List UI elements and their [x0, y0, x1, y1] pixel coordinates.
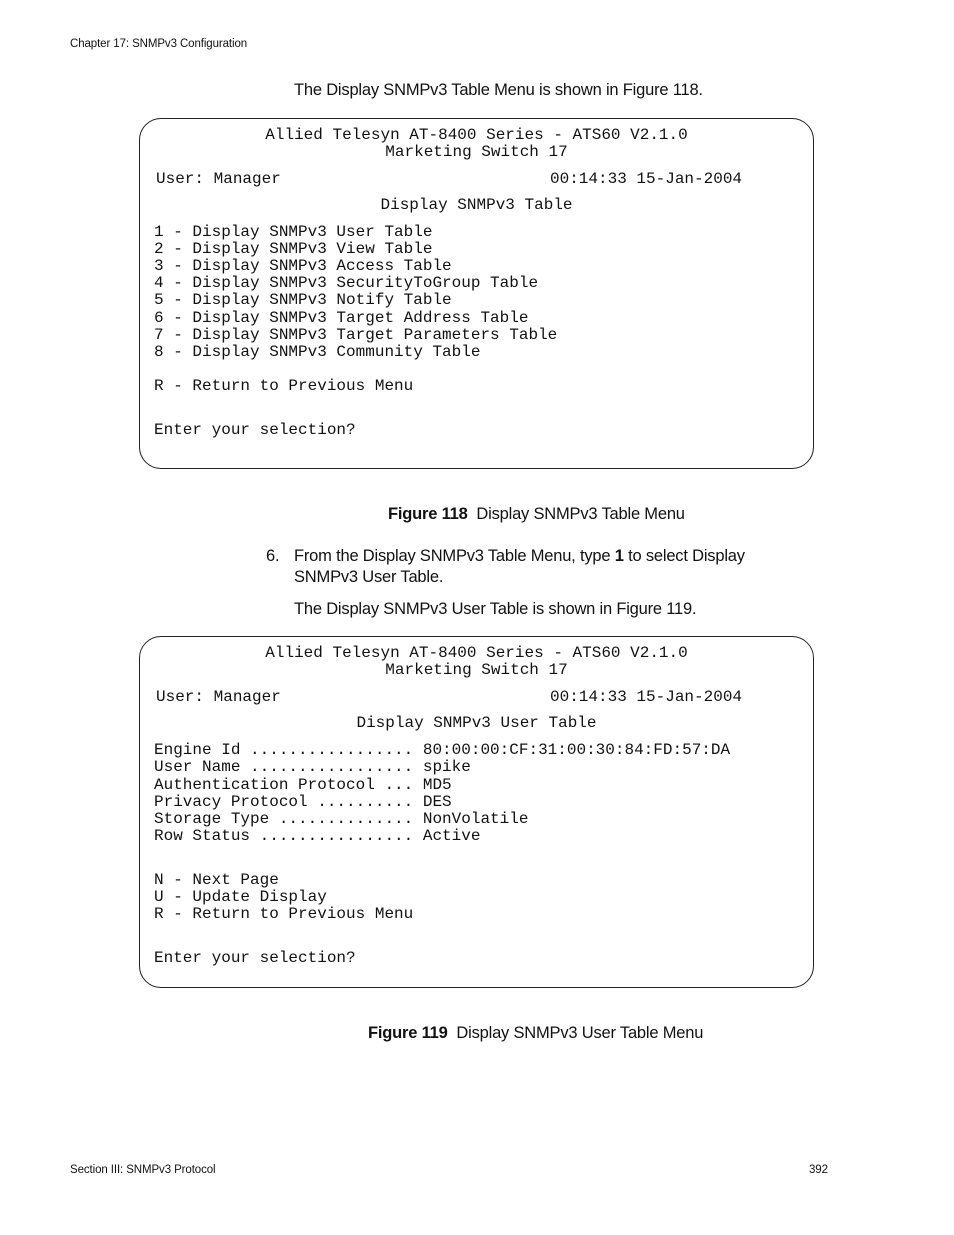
step-text-after: to select Display	[623, 547, 745, 565]
screen-menu-title: Display SNMPv3 Table	[380, 196, 573, 214]
menu-item-7[interactable]: 7 - Display SNMPv3 Target Parameters Table	[154, 326, 558, 344]
selection-prompt[interactable]: Enter your selection?	[154, 949, 356, 967]
option-next-page[interactable]: N - Next Page	[154, 871, 279, 889]
intro-paragraph-119: The Display SNMPv3 User Table is shown in Figure 119.	[294, 600, 697, 618]
menu-item-5[interactable]: 5 - Display SNMPv3 Notify Table	[154, 291, 452, 309]
intro-paragraph-118: The Display SNMPv3 Table Menu is shown in Figure 118.	[294, 81, 703, 99]
selection-prompt[interactable]: Enter your selection?	[154, 421, 356, 439]
field-row-status: Row Status ................ Active	[154, 827, 481, 845]
screen-timestamp: 00:14:33 15-Jan-2004	[550, 688, 743, 706]
menu-item-1[interactable]: 1 - Display SNMPv3 User Table	[154, 223, 433, 241]
option-return[interactable]: R - Return to Previous Menu	[154, 905, 414, 923]
screen-user: User: Manager	[156, 688, 281, 706]
menu-item-2[interactable]: 2 - Display SNMPv3 View Table	[154, 240, 433, 258]
menu-item-4[interactable]: 4 - Display SNMPv3 SecurityToGroup Table	[154, 274, 539, 292]
menu-item-3[interactable]: 3 - Display SNMPv3 Access Table	[154, 257, 452, 275]
step-text-before: From the Display SNMPv3 Table Menu, type	[294, 547, 615, 565]
running-footer-section: Section III: SNMPv3 Protocol	[70, 1164, 216, 1176]
running-header: Chapter 17: SNMPv3 Configuration	[70, 38, 248, 50]
step-key: 1	[614, 547, 624, 565]
option-update-display[interactable]: U - Update Display	[154, 888, 327, 906]
field-privacy-protocol: Privacy Protocol .......... DES	[154, 793, 452, 811]
step-6	[266, 546, 745, 566]
figure-119-text: Display SNMPv3 User Table Menu	[456, 1024, 704, 1042]
menu-item-8[interactable]: 8 - Display SNMPv3 Community Table	[154, 343, 481, 361]
figure-118-label: Figure 118	[388, 505, 468, 523]
screen-subtitle: Marketing Switch 17	[385, 661, 568, 679]
terminal-screen-table-menu	[139, 118, 814, 469]
figure-118-text: Display SNMPv3 Table Menu	[476, 505, 685, 523]
field-user-name: User Name ................. spike	[154, 758, 471, 776]
screen-title: Allied Telesyn AT-8400 Series - ATS60 V2.1.0	[265, 126, 688, 144]
figure-119-label: Figure 119	[368, 1024, 448, 1042]
menu-item-return[interactable]: R - Return to Previous Menu	[154, 377, 414, 395]
field-storage-type: Storage Type .............. NonVolatile	[154, 810, 529, 828]
menu-item-6[interactable]: 6 - Display SNMPv3 Target Address Table	[154, 309, 529, 327]
screen-menu-title: Display SNMPv3 User Table	[356, 714, 597, 732]
screen-user: User: Manager	[156, 170, 281, 188]
step-number: 6.	[266, 547, 280, 565]
step-6-line2: SNMPv3 User Table.	[294, 568, 444, 586]
figure-118-caption	[388, 505, 685, 524]
field-engine-id: Engine Id ................. 80:00:00:CF:31:00:30:84:FD:57:DA	[154, 741, 731, 759]
terminal-screen-user-table	[139, 636, 814, 988]
field-auth-protocol: Authentication Protocol ... MD5	[154, 776, 452, 794]
screen-timestamp: 00:14:33 15-Jan-2004	[550, 170, 743, 188]
page-number: 392	[809, 1164, 828, 1176]
screen-subtitle: Marketing Switch 17	[385, 143, 568, 161]
figure-119-caption	[368, 1024, 703, 1043]
screen-title: Allied Telesyn AT-8400 Series - ATS60 V2.1.0	[265, 644, 688, 662]
